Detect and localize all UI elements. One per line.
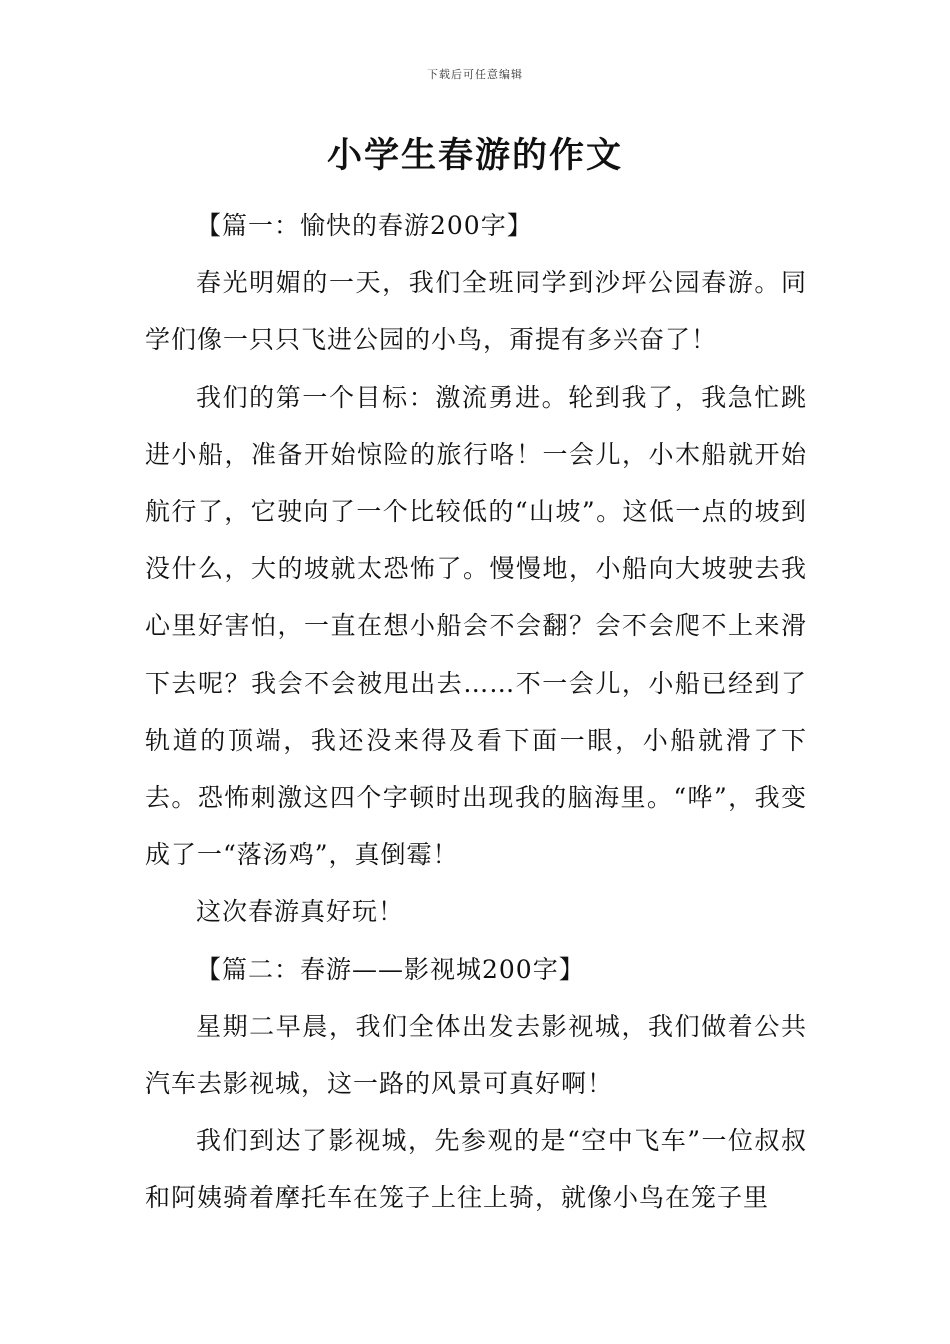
section-heading-1: 【篇一：愉快的春游200字】	[196, 211, 533, 240]
paragraph: 这次春游真好玩！	[196, 897, 405, 927]
paragraph: 我们的第一个目标：激流勇进。轮到我了，我急忙跳进小船，准备开始惊险的旅行咯！一会儿，小木船就开始航行了，它驶向了一个比较低的“山坡”。这低一点的坡到没什么，大的坡就太恐怖了。慢慢地，小船向大坡驶去我心里好害怕，一直在想小船会不会翻？会不会爬不上来滑下去呢？我会不会被甩出去……不一会儿，小船已经到了轨道的顶端，我还没来得及看下面一眼，小船就滑了下去。恐怖刺激这四个字顿时出现我的脑海里。“哗”，我变成了一“落汤鸡”，真倒霉！	[145, 382, 807, 870]
document-body	[145, 197, 807, 1227]
section-heading-2: 【篇二：春游——影视城200字】	[196, 954, 585, 984]
document-title: 小学生春游的作文	[326, 136, 623, 176]
paragraph: 春光明媚的一天，我们全班同学到沙坪公园春游。同学们像一只只飞进公园的小鸟，甭提有多兴奋了！	[145, 268, 807, 355]
paragraph: 我们到达了影视城，先参观的是“空中飞车”一位叔叔和阿姨骑着摩托车在笼子上往上骑，就像小鸟在笼子里	[145, 1126, 807, 1213]
header-note: 下载后可任意编辑	[427, 68, 523, 81]
paragraph: 星期二早晨，我们全体出发去影视城，我们做着公共汽车去影视城，这一路的风景可真好啊！	[145, 1011, 807, 1099]
